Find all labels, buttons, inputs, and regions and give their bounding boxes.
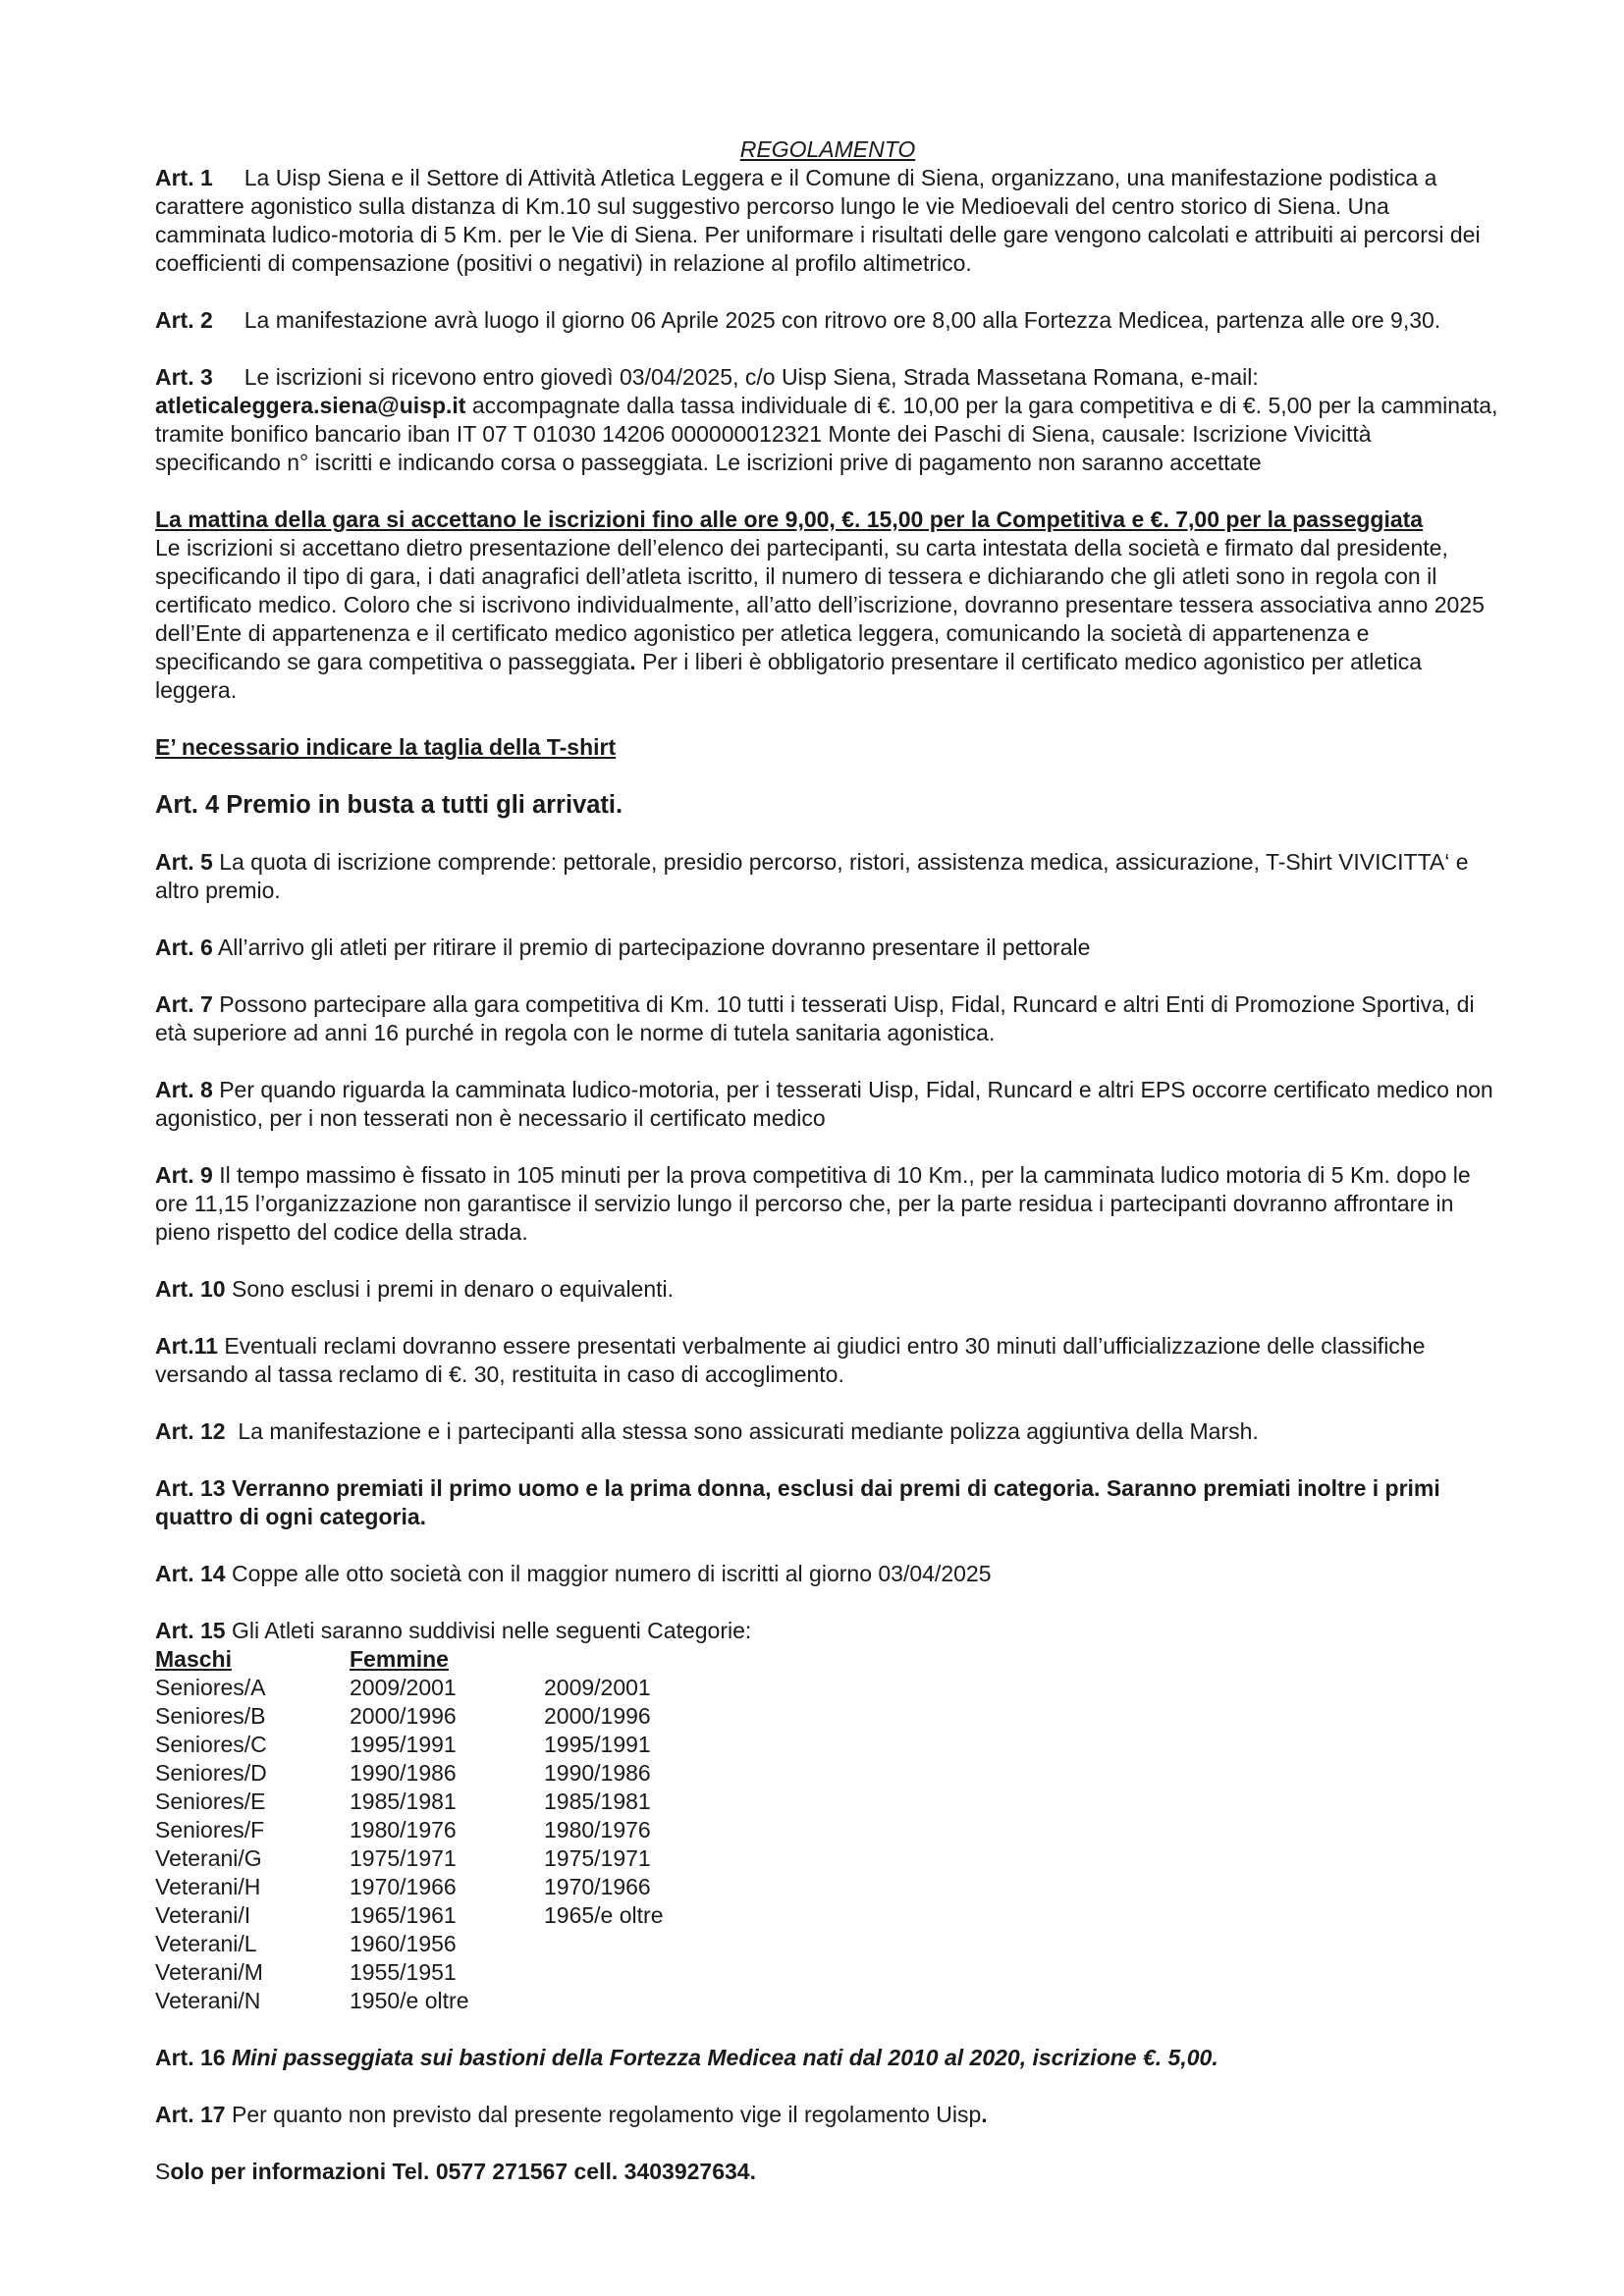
bold-dot: . [981,2102,988,2127]
article-3 [155,363,1500,477]
female-years [544,1987,663,2015]
article-4: Art. 4 Premio in busta a tutti gli arrivati. [155,791,623,819]
article-label: Art. 16 [155,2045,226,2070]
contact-info [155,2158,1500,2186]
female-years [544,1958,663,1987]
document-title: REGOLAMENTO [739,136,916,162]
female-years: 1990/1986 [544,1760,651,1786]
article-14 [155,1560,1500,1588]
article-2 [155,306,1500,335]
female-years: 1975/1971 [544,1845,651,1871]
article-7 [155,990,1500,1047]
article-11 [155,1332,1500,1389]
article-9 [155,1161,1500,1247]
category-row [155,1930,663,1958]
article-text: Per quando riguarda la camminata ludico-motoria, per i tesserati Uisp, Fidal, Runcard e altri EPS occorre certificato medico non agonistico, per i non tesserati non è necessario il certificato medico [155,1077,1493,1131]
category-name: Seniores/A [155,1675,266,1700]
female-years: 1965/e oltre [544,1902,664,1928]
article-5 [155,848,1500,905]
category-name: Seniores/D [155,1760,267,1786]
article-label: Art. 14 [155,1561,226,1586]
female-years: 1985/1981 [544,1789,651,1814]
article-text: accompagnate dalla tassa individuale di €. 10,00 per la gara competitiva e di €. 5,00 per la camminata, tramite bonifico bancario iban IT 07 T 01030 14206 000000012321 Monte dei Paschi di Siena, causale: Iscrizione Vivicittà specificando n° iscritti e indicando corsa o passeggiata. Le iscrizioni prive di pagamento non saranno accettate [155,393,1498,475]
article-text: La quota di iscrizione comprende: pettorale, presidio percorso, ristori, assistenza medica, assicurazione, T-Shirt VIVICITTA‘ e altro premio. [155,849,1469,903]
article-13: Art. 13 Verranno premiati il primo uomo e la prima donna, esclusi dai premi di categoria. Saranno premiati inoltre i primi quattro di ogni categoria. [155,1475,1440,1529]
category-name: Veterani/H [155,1874,261,1899]
article-text: Mini passeggiata sui bastioni della Fortezza Medicea nati dal 2010 al 2020, iscrizione €. 5,00. [231,2045,1218,2070]
article-text: All’arrivo gli atleti per ritirare il premio di partecipazione dovranno presentare il pettorale [217,934,1091,960]
category-row [155,1987,663,2015]
category-row [155,1901,663,1930]
morning-text: Le iscrizioni si accettano dietro presentazione dell’elenco dei partecipanti, su carta intestata della società e firmato dal presidente, specificando il tipo di gara, i dati anagrafici dell’atleta iscritto, il numero di tessera e dichiarando che gli atleti sono in regola con il certificato medico. Coloro che si iscrivono individualmente, all’atto dell’iscrizione, dovranno presentare tessera associativa anno 2025 dell’Ente di appartenenza e il certificato medico agonistico per atletica leggera, comunicando la società di appartenenza e specificando se gara competitiva o passeggiata [155,535,1485,674]
category-name: Veterani/I [155,1902,251,1928]
category-row [155,1844,663,1873]
category-name: Veterani/L [155,1931,257,1956]
article-6 [155,934,1500,962]
female-years: 1995/1991 [544,1732,651,1757]
female-years: 1970/1966 [544,1874,651,1899]
tshirt-notice: E’ necessario indicare la taglia della T-shirt [155,734,617,760]
male-years: 1955/1951 [350,1959,457,1985]
male-years: 1990/1986 [350,1760,457,1786]
category-name: Seniores/C [155,1732,267,1757]
category-name: Veterani/G [155,1845,262,1871]
article-label: Art. 6 [155,934,213,960]
category-name: Seniores/B [155,1703,266,1729]
article-text: La manifestazione e i partecipanti alla stessa sono assicurati mediante polizza aggiuntiva della Marsh. [238,1418,1259,1444]
article-text: Possono partecipare alla gara competitiva di Km. 10 tutti i tesserati Uisp, Fidal, Runcard e altri Enti di Promozione Sportiva, di età superiore ad anni 16 purché in regola con le norme di tutela sanitaria agonistica. [155,991,1475,1045]
article-17 [155,2101,1500,2129]
male-years: 1985/1981 [350,1789,457,1814]
bold-dot: . [629,649,636,674]
category-row [155,1731,663,1759]
article-8 [155,1076,1500,1133]
male-years: 1970/1966 [350,1874,457,1899]
article-label: Art.11 [155,1333,218,1359]
category-row [155,1958,663,1987]
article-text: Gli Atleti saranno suddivisi nelle seguenti Categorie: [231,1618,752,1643]
article-10 [155,1275,1500,1304]
male-years: 2009/2001 [350,1675,457,1700]
article-text: Le iscrizioni si ricevono entro giovedì 03/04/2025, c/o Uisp Siena, Strada Massetana Romana, e-mail: [244,364,1259,390]
col-femmine: Femmine [350,1646,449,1672]
category-row [155,1674,663,1702]
article-label: Art. 10 [155,1276,226,1302]
article-text: La Uisp Siena e il Settore di Attività Atletica Leggera e il Comune di Siena, organizzano, una manifestazione podistica a carattere agonistico sulla distanza di Km.10 sul suggestivo percorso lungo le vie Medioevali del centro storico di Siena. Una camminata ludico-motoria di 5 Km. per le Vie di Siena. Per uniformare i risultati delle gare vengono calcolati e attribuiti ai percorsi dei coefficienti di compensazione (positivi o negativi) in relazione al profilo altimetrico. [155,165,1481,276]
article-1 [155,164,1500,278]
article-label: Art. 12 [155,1418,226,1444]
female-years [544,1930,663,1958]
male-years: 2000/1996 [350,1703,457,1729]
category-row [155,1788,663,1816]
article-text: Per quanto non previsto dal presente regolamento vige il regolamento Uisp [231,2102,982,2127]
categories-table [155,1645,663,2015]
article-label: Art. 7 [155,991,213,1017]
contact-initial: S [155,2159,171,2184]
category-row [155,1816,663,1844]
tshirt-notice-block [155,733,1500,762]
article-label: Art. 8 [155,1077,213,1102]
female-years: 2000/1996 [544,1703,651,1729]
article-text: Sono esclusi i premi in denaro o equivalenti. [231,1276,675,1302]
email-link[interactable]: atleticaleggera.siena@uisp.it [155,393,466,418]
female-years: 2009/2001 [544,1675,651,1700]
article-16 [155,2044,1500,2072]
category-name: Veterani/N [155,1988,261,2013]
article-text: Coppe alle otto società con il maggior numero di iscritti al giorno 03/04/2025 [231,1561,992,1586]
article-text: Eventuali reclami dovranno essere presentati verbalmente ai giudici entro 30 minuti dall’ufficializzazione delle classifiche versando al tassa reclamo di €. 30, restituita in caso di accoglimento. [155,1333,1426,1387]
contact-text: olo per informazioni Tel. 0577 271567 cell. 3403927634. [170,2159,756,2184]
article-text: Il tempo massimo è fissato in 105 minuti per la prova competitiva di 10 Km., per la camminata ludico motoria di 5 Km. dopo le ore 11,15 l’organizzazione non garantisce il servizio lungo il percorso che, per la parte residua i partecipanti dovranno affrontare in pieno rispetto del codice della strada. [155,1162,1471,1245]
category-name: Seniores/E [155,1789,266,1814]
article-label: Art. 3 [155,364,213,390]
male-years: 1980/1976 [350,1817,457,1842]
article-label: Art. 1 [155,165,213,190]
morning-text-b: Per i liberi è obbligatorio presentare il certificato medico agonistico per atletica leggera. [155,649,1422,703]
male-years: 1950/e oltre [350,1988,469,2013]
article-label: Art. 2 [155,307,213,333]
article-label: Art. 17 [155,2102,226,2127]
article-12 [155,1417,1500,1446]
article-15 [155,1617,1500,1645]
category-name: Seniores/F [155,1817,265,1842]
category-row [155,1702,663,1731]
morning-heading: La mattina della gara si accettano le iscrizioni fino alle ore 9,00, €. 15,00 per la Competitiva e €. 7,00 per la passeggiata [155,507,1424,532]
morning-registration [155,506,1500,705]
male-years: 1965/1961 [350,1902,457,1928]
col-maschi: Maschi [155,1646,232,1672]
article-label: Art. 9 [155,1162,213,1188]
article-label: Art. 5 [155,849,213,875]
female-years: 1980/1976 [544,1817,651,1842]
male-years: 1960/1956 [350,1931,457,1956]
col-empty [544,1645,663,1674]
category-name: Veterani/M [155,1959,263,1985]
article-text: La manifestazione avrà luogo il giorno 06 Aprile 2025 con ritrovo ore 8,00 alla Fortezza Medicea, partenza alle ore 9,30. [244,307,1441,333]
regulation-document [155,135,1500,2215]
male-years: 1975/1971 [350,1845,457,1871]
male-years: 1995/1991 [350,1732,457,1757]
category-row [155,1759,663,1788]
category-row [155,1873,663,1901]
article-label: Art. 15 [155,1618,226,1643]
